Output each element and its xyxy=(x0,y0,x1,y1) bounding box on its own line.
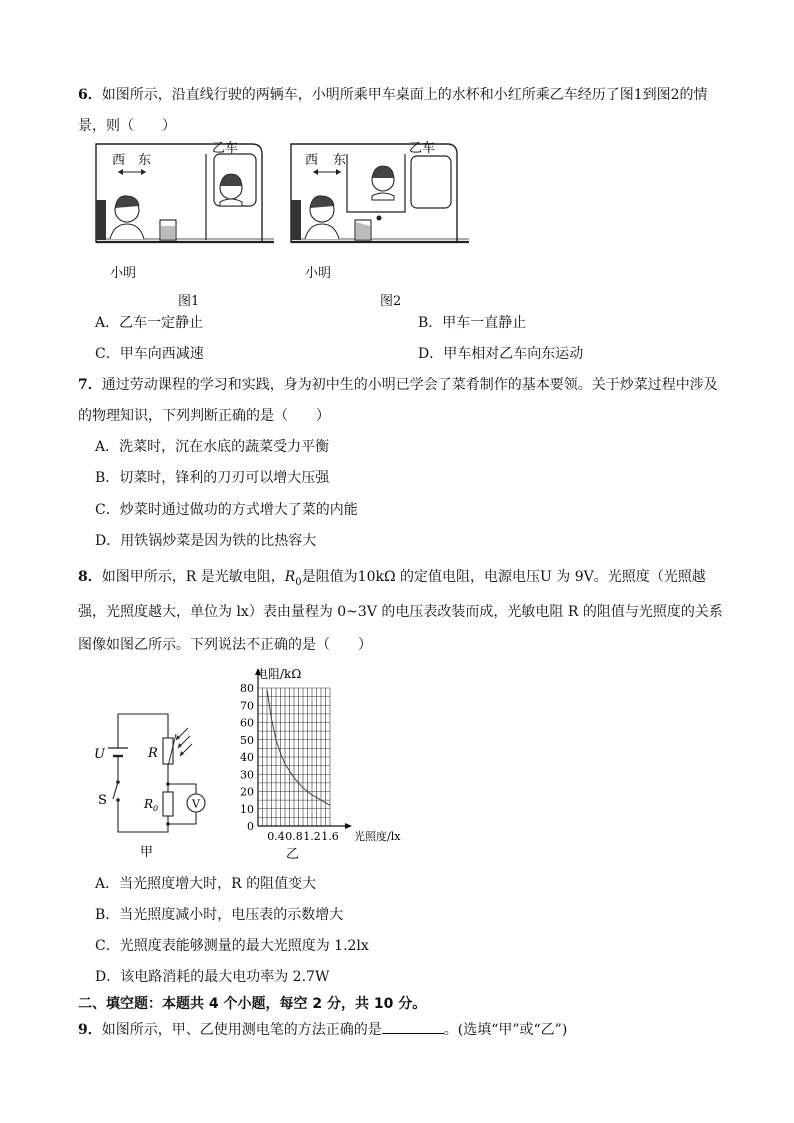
q7-number: 7． xyxy=(78,377,102,393)
boy-icon xyxy=(291,196,339,240)
y-tick-label: 70 xyxy=(240,699,254,713)
boy-icon xyxy=(96,196,144,240)
fig1-person: 小明 xyxy=(110,266,137,281)
q6-option-a[interactable]: A．乙车一定静止 xyxy=(95,315,204,331)
y-tick-label: 0 xyxy=(247,820,254,833)
voltmeter-icon xyxy=(187,794,205,812)
q8-stem-line2: 强，光照度越大，单位为 lx）表由量程为 0~3V 的电压表改装而成，光敏电阻 R 的阻值与光照度的关系 xyxy=(78,604,723,620)
q9-stem: 9．如图所示，甲、乙使用测电笔的方法正确的是 。(选填“甲”或“乙”) xyxy=(78,1022,568,1038)
y-tick-label: 20 xyxy=(240,785,254,799)
q6-figure-1 xyxy=(92,140,276,248)
q7-stem-line1: 7．通过劳动课程的学习和实践，身为初中生的小明已学会了菜肴制作的基本要领。关于炒菜过程中涉及 xyxy=(78,377,718,393)
q8-circuit-diagram xyxy=(88,700,218,862)
label-U: U xyxy=(94,747,105,762)
direction-arrow-icon xyxy=(118,169,146,175)
q7-option-b[interactable]: B．切菜时，锋利的刀刃可以增大压强 xyxy=(95,470,330,486)
q6-option-b[interactable]: B．甲车一直静止 xyxy=(418,315,527,331)
water-cup-icon xyxy=(355,216,382,241)
q6-option-c[interactable]: C．甲车向西减速 xyxy=(95,346,204,362)
label-R: R xyxy=(148,746,158,761)
photoresistor-icon xyxy=(163,728,192,766)
fig2-caption: 图2 xyxy=(380,294,402,309)
fig2-person: 小明 xyxy=(305,266,332,281)
fig1-car-label: 乙车 xyxy=(212,141,239,156)
q6-stem-line2: 景，则（ ） xyxy=(78,118,176,134)
svg-text:V: V xyxy=(192,797,200,811)
direction-arrow-icon xyxy=(313,169,341,175)
circuit-caption: 甲 xyxy=(140,845,154,860)
x-tick-label: 1.6 xyxy=(321,830,339,843)
fig2-west: 西 xyxy=(305,153,319,168)
q7-stem-line2: 的物理知识，下列判断正确的是（ ） xyxy=(78,408,330,424)
girl-icon xyxy=(220,174,242,206)
x-tick-label: 0.8 xyxy=(285,830,303,843)
label-R0: $R_0$ xyxy=(144,797,159,813)
y-tick-label: 60 xyxy=(240,716,254,730)
y-tick-label: 10 xyxy=(240,802,254,816)
x-tick-label: 1.2 xyxy=(303,830,321,843)
chart-caption: 乙 xyxy=(286,847,300,862)
q8-resistance-chart xyxy=(222,664,422,864)
water-cup-icon xyxy=(160,220,176,240)
q6-stem-line1: 6．如图所示，沿直线行驶的两辆车，小明所乘甲车桌面上的水杯和小红所乘乙车经历了图1到图2的情 xyxy=(78,87,708,103)
y-axis-label: 电阻/kΩ xyxy=(256,667,302,681)
q8-option-c[interactable]: C．光照度表能够测量的最大光照度为 1.2lx xyxy=(95,938,369,954)
switch-icon xyxy=(113,780,120,802)
y-tick-label: 30 xyxy=(240,768,254,782)
q7-option-a[interactable]: A．洗菜时，沉在水底的蔬菜受力平衡 xyxy=(95,439,330,455)
x-axis-arrow xyxy=(345,823,352,829)
label-S: S xyxy=(98,793,107,808)
fig2-car-label: 乙车 xyxy=(409,141,436,156)
q8-number: 8． xyxy=(78,569,102,585)
fig1-caption: 图1 xyxy=(178,294,200,309)
q8-option-d[interactable]: D．该电路消耗的最大电功率为 2.7W xyxy=(95,969,330,985)
x-tick-label: 0.4 xyxy=(267,830,285,843)
fig1-east: 东 xyxy=(138,153,152,168)
q9-number: 9． xyxy=(78,1022,102,1038)
y-tick-label: 40 xyxy=(240,751,254,764)
q6-number: 6． xyxy=(78,87,102,103)
q8-option-a[interactable]: A．当光照度增大时，R 的阻值变大 xyxy=(95,876,317,892)
battery-icon xyxy=(108,748,128,756)
q6-option-d[interactable]: D．甲车相对乙车向东运动 xyxy=(418,346,584,362)
q8-stem-line1: 8．如图甲所示，R 是光敏电阻，$R_0$是阻值为10kΩ 的定值电阻，电源电压U 为 9V。光照度（光照越 xyxy=(78,569,706,588)
q8-option-b[interactable]: B．当光照度减小时，电压表的示数增大 xyxy=(95,907,344,923)
q7-option-c[interactable]: C．炒菜时通过做功的方式增大了菜的内能 xyxy=(95,502,358,518)
y-tick-label: 50 xyxy=(240,733,254,747)
q9-answer-blank[interactable] xyxy=(382,1021,444,1034)
q7-option-d[interactable]: D．用铁锅炒菜是因为铁的比热容大 xyxy=(95,533,317,549)
fig2-east: 东 xyxy=(333,153,347,168)
section2-title: 二、填空题：本题共 4 个小题，每空 2 分，共 10 分。 xyxy=(78,996,427,1012)
girl-icon xyxy=(372,166,394,200)
fig1-west: 西 xyxy=(112,153,126,168)
y-tick-label: 80 xyxy=(240,682,254,695)
fixed-resistor-icon xyxy=(163,792,173,816)
q8-stem-line3: 图像如图乙所示。下列说法不正确的是（ ） xyxy=(78,637,372,653)
q6-figure-2 xyxy=(287,140,471,248)
x-axis-label: 光照度/lx xyxy=(354,830,401,843)
